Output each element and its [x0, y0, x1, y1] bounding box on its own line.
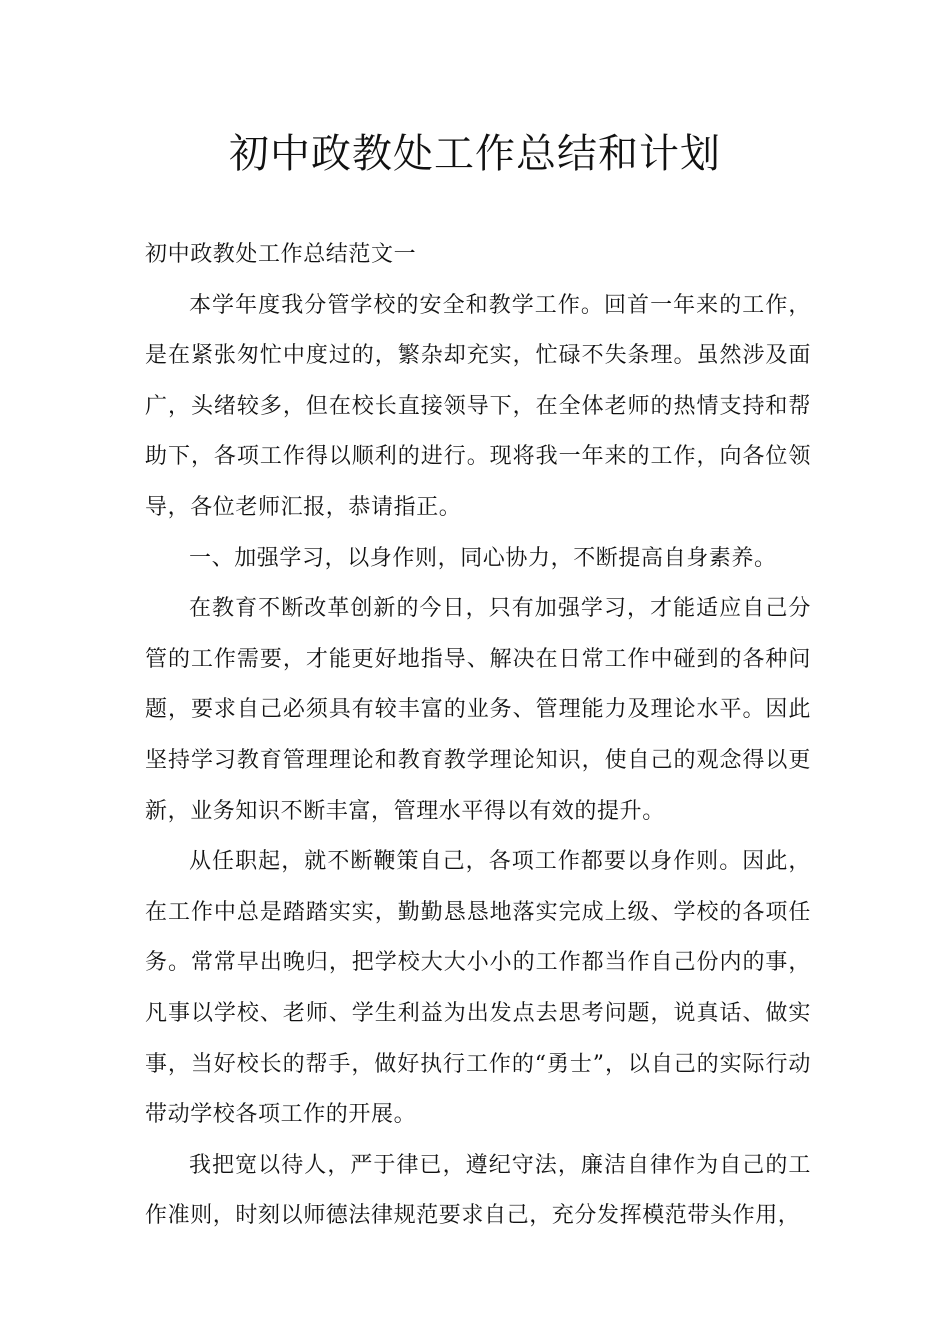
paragraph: 一、加强学习，以身作则，同心协力，不断提高自身素养。 — [189, 545, 777, 571]
paragraph: 本学年度我分管学校的安全和教学工作。回首一年来的工作，是在紧张匆忙中度过的，繁杂却充实，忙碌不失条理。虽然涉及面广，头绪较多，但在校长直接领导下，在全体老师的热情支持和帮助下，各项工作得以顺利的进行。现将我一年来的工作，向各位领导，各位老师汇报，恭请指正。 — [145, 292, 811, 520]
paragraph: 在教育不断改革创新的今日，只有加强学习，才能适应自己分管的工作需要，才能更好地指导、解决在日常工作中碰到的各种问题，要求自己必须具有较丰富的业务、管理能力及理论水平。因此坚持学习教育管理理论和教育教学理论知识，使自己的观念得以更新，业务知识不断丰富，管理水平得以有效的提升。 — [145, 596, 811, 824]
section-heading: 初中政教处工作总结范文一 — [145, 242, 417, 267]
paragraph: 从任职起，就不断鞭策自己，各项工作都要以身作则。因此，在工作中总是踏踏实实，勤勤恳恳地落实完成上级、学校的各项任务。常常早出晚归，把学校大大小小的工作都当作自己份内的事，凡事以学校、老师、学生利益为出发点去思考问题，说真话、做实事，当好校长的帮手，做好执行工作的“勇士”，以自己的实际行动带动学校各项工作的开展。 — [145, 849, 811, 1128]
paragraph: 我把宽以待人，严于律已，遵纪守法，廉洁自律作为自己的工作准则，时刻以师德法律规范要求自己，充分发挥模范带头作用， — [145, 1152, 811, 1229]
document-title: 初中政教处工作总结和计划 — [229, 131, 721, 177]
document-body — [145, 230, 811, 1242]
